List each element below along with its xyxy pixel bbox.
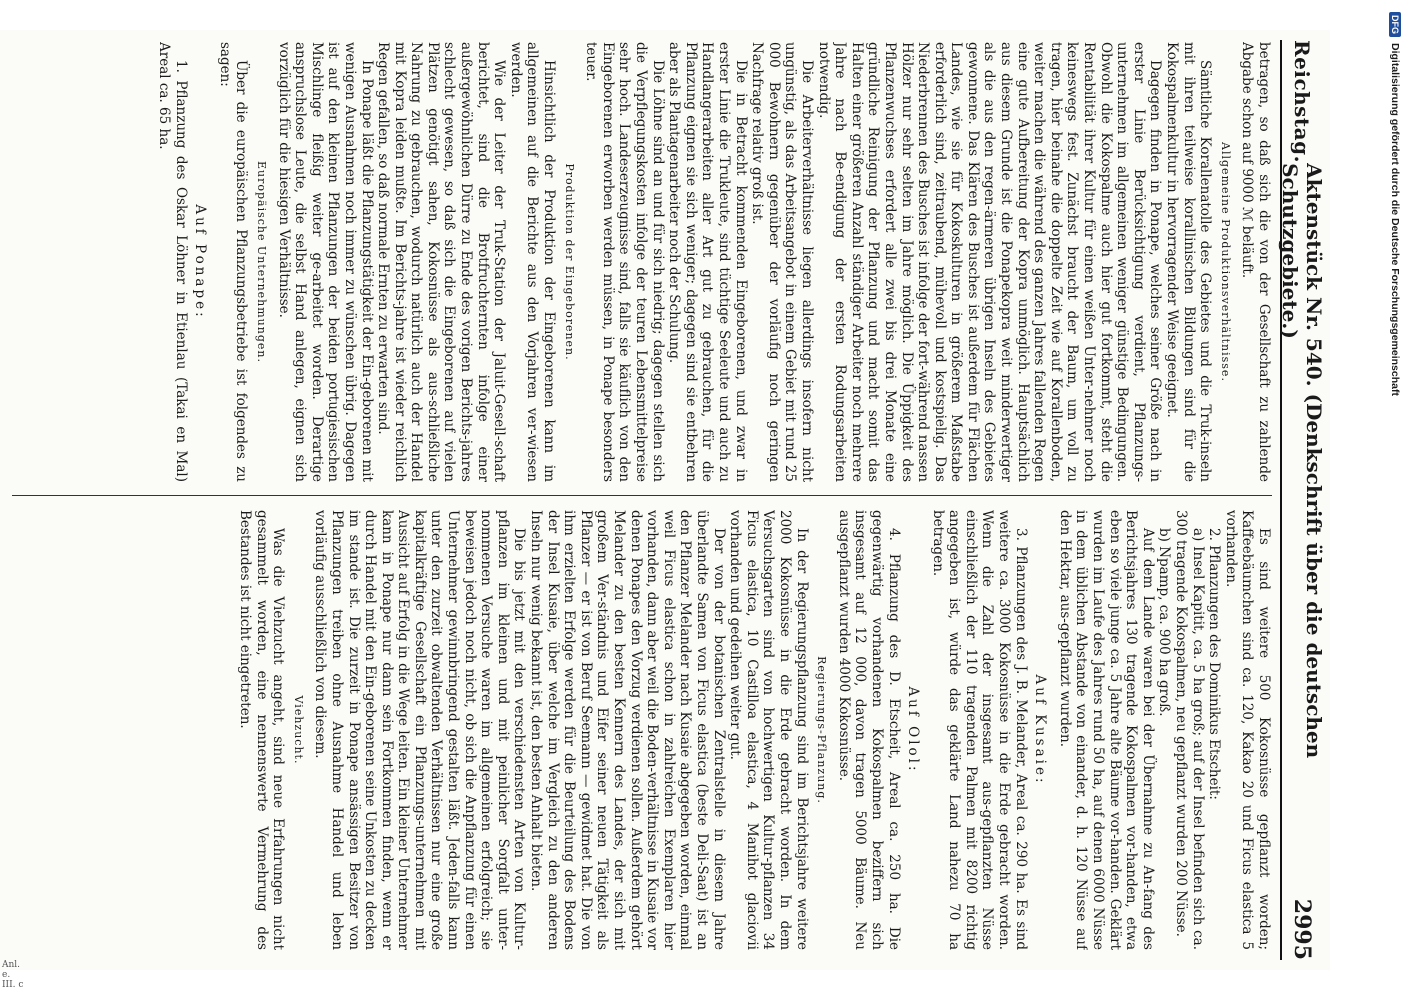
paragraph: Dagegen finden in Ponape, welches seiner Größe nach in erster Linie Berücksichtigung verdient, Pflanzungs-unternehmen im allgemeinen weniger günstige Bedingungen. Obwohl die Kokospalme auch hier gut fortkommt, steht die Rentabilität ihrer Kultur für einen weißen Unter-nehmer noch keineswegs fest. Zunächst braucht der Baum, um voll zu tragen, hier beinahe die doppelte Zeit wie auf Korallenboden, weiter machen die während des ganzen Jahres fallenden Regen eine gute Aufbereitung der Kopra unmöglich. Hauptsächlich aus diesem Grunde ist die Ponapekopra weit minderwertiger als die aus den regen-ärmeren übrigen Inseln des Gebietes gewonnene. Das Klären des Busches ist außerdem für Flächen Landes, wie sie für Kokoskulturen in größerem Maßstabe erforderlich sind, zeitraubend, mühevoll und kostspielig. Das Niederbrennen des Busches ist infolge der fort-während nassen Hölzer nur sehr selten im Jahre möglich. Die Üppigkeit des Pflanzenwuchses erfordert alle zwei bis drei Monate eine gründliche Reinigung der Pflanzung und macht somit das Halten einer größeren Anzahl ständiger Arbeiter noch mehrere Jahre nach Be-endigung der ersten Rodungsarbeiten notwendig.	[815, 42, 1164, 482]
subsection-heading: Auf Kusaie:	[1032, 674, 1049, 786]
credit-text: Digitalisierung gefördert durch die Deutsche Forschungsgemeinschaft	[1389, 43, 1401, 396]
header-title: Aktenstück Nr. 540. (Denkschrift über die deutschen Schutzgebiete.)	[1278, 163, 1326, 759]
paragraph: Wie der Leiter der Truk-Station der Jaluit-Gesell-schaft berichtet, sind die Brotfruchternten infolge einer außergewöhnlichen Dürre zu Ende des vorigen Berichts-jahres schlecht gewesen, so daß sich die Eingeborenen auf vielen Plätzen genötigt sahen, Kokosnüsse als aus-schließliche Nahrung zu gebrauchen, wodurch natürlich auch der Handel mit Kopra leiden mußte. Im Berichts-jahre ist wieder reichlich Regen gefallen, so daß normale Ernten zu erwarten sind.	[375, 42, 508, 482]
margin-note: Anl. e. III. c	[2, 960, 24, 990]
section-heading: Viehzucht.	[291, 695, 305, 765]
digitization-credit	[1385, 12, 1405, 988]
section-heading: Allgemeine Produktionsverhältnisse.	[1218, 142, 1232, 382]
paragraph: Was die Viehzucht angeht, sind neue Erfahrungen nicht gesammelt worden, eine nennenswerte Vermehrung des Bestandes ist nicht eingetreten.	[236, 510, 287, 950]
paragraph: Die Löhne sind an und für sich niedrig; dagegen stellen sich die Verpflegungskosten infolge der teuren Lebensmittelpreise sehr hoch. Landeserzeugnisse sind, falls sie käuflich von den Eingeborenen erworben werden müssen, in Ponape besonders teuer.	[583, 42, 666, 482]
subsection-heading: Auf Olol:	[905, 686, 922, 774]
paragraph: Es sind weitere 500 Kokosnüsse gepflanzt worden; Kaffeebäumchen sind ca. 120, Kakao 20 und Ficus elastica 5 vorhanden.	[1222, 510, 1272, 950]
right-column	[12, 510, 1272, 950]
section-heading: Europäische Unternehmungen.	[254, 161, 268, 363]
paragraph: b) Npamp, ca. 900 ha groß.	[1156, 528, 1173, 717]
paragraph: Sämtliche Korallenatolle des Gebietes und die Truk-inseln mit ihren teilweise korallinischen Bildungen sind für die Kokospalmenkultur in hervorragender Weise geeignet.	[1164, 42, 1214, 482]
paragraph: Die Arbeiterverhältnisse liegen allerdings insofern nicht ungünstig, als das Arbeitsangebot in einem Gebiet mit rund 25 000 Bewohnern gegenüber der vorläufig noch geringen Nachfrage relativ groß ist.	[749, 42, 815, 482]
paragraph: In der Regierungspflanzung sind im Berichtsjahre weitere 2000 Kokosnüsse in die Erde gebracht worden. In dem Versuchsgarten sind von hochwertigen Kultur-pflanzen 34 Ficus elastica, 10 Castilloa elastica, 4 Manihot glaciovii vorhanden und gedeihen weiter gut.	[727, 510, 810, 950]
paragraph: 2. Pflanzungen des Dominikus Etscheit:	[1206, 528, 1223, 800]
paragraph: Die bis jetzt mit den verschiedensten Arten von Kultur-pflanzen im kleinen und mit peinlicher Sorgfalt unter-nommenen Versuche waren im allgemeinen erfolgreich; sie beweisen jedoch noch nicht, ob sich die Anpflanzung für einen Unternehmer gewinnbringend gestalten läßt. Jeden-falls kann unter den zurzeit obwaltenden Verhältnissen nur eine große kapitalkräftige Gesellschaft ein Pflanzungs-unternehmen mit Aussicht auf Erfolg in die Wege leiten. Ein kleiner Unternehmer kann in Ponape nur dann sein Fortkommen finden, wenn er durch Handel mit den Ein-geborenen seine Unkosten zu decken im stande ist. Die zurzeit in Ponape ansässigen Besitzer von Pflanzungen treiben ohne Ausnahme Handel und leben vorläufig ausschließlich von diesem.	[312, 510, 528, 950]
column-divider	[12, 495, 1272, 496]
header-reichstag: Reichstag.	[1290, 40, 1314, 164]
paragraph: 4. Pflanzung des D. Etscheit, Areal ca. 250 ha. Die gegenwärtig vorhandenen Kokospalmen beziffern sich insgesamt auf 12 000, davon tragen 5000 Bäume. Neu ausgepflanzt wurden 4000 Kokosnüsse.	[835, 510, 902, 950]
paragraph: betragen, so daß sich die von der Gesellschaft zu zahlende Abgabe schon auf 9000 ℳ beläuft.	[1239, 42, 1272, 482]
paragraph: a) Insel Kapitit, ca. 5 ha groß; auf der Insel befinden sich ca. 300 tragende Kokospalmen, neu gepflanzt wurden 200 Nüsse.	[1173, 510, 1206, 950]
paragraph: In Ponape läßt die Pflanzungstätigkeit der Ein-geborenen mit wenigen Ausnahmen noch immer zu wünschen übrig. Dagegen ist auf den kleinen Pflanzungen der beiden portugiesischen Mischlinge fleißig weiter ge-arbeitet worden. Derartige anspruchslose Leute, die selbst Hand anlegen, eignen sich vorzüglich für die hiesigen Verhältnisse.	[275, 42, 375, 482]
paragraph: Die in Betracht kommenden Eingeborenen, und zwar in erster Linie die Trukleute, sind tüchtige Seeleute und auch zu Handlangerarbeiten aller Art gut zu gebrauchen, für die Pflanzung eignen sie sich weniger; dagegen sind sie entbehren aber als Plantagenarbeiter noch der Schulung.	[666, 42, 749, 482]
paragraph: 3. Pflanzungen des J. B. Melander, Areal ca. 290 ha. Es sind weitere ca. 3000 Kokosnüsse in die Erde gebracht worden. Wenn die Zahl der insgesamt aus-gepflanzten Nüsse einschließlich der 110 tragenden Palmen mit 8200 richtig angegeben ist, würde das geklärte Land nahezu 70 ha betragen.	[929, 510, 1029, 950]
paragraph: Hinsichtlich der Produktion der Eingeborenen kann im allgemeinen auf die Berichte aus den Vorjahren ver-wiesen werden.	[507, 42, 558, 482]
page-number: 2995	[1289, 898, 1315, 960]
paragraph: 1. Pflanzung des Oskar Löhner in Etienlau (Takai en Mal) Areal ca. 65 ha.	[156, 42, 189, 482]
section-heading: Produktion der Eingeborenen.	[562, 163, 576, 361]
paragraph: Der von der botanischen Zentralstelle in diesem Jahre überlandte Samen von Ficus elastica (beste Deli-Saat) ist an den Pflanzer Melander nach Kusaie abgegeben worden, einmal weil Ficus elastica schon in zahlreichen Exemplaren hier vorhanden, dann aber weil die Boden-verhältnisse in Kusaie vor denen Ponapes den Vorzug verdienen sollen. Außerdem gehört Melander zu den besten Kennern des Landes, der sich mit großem Ver-ständnis und Eifer seiner neuen Tätigkeit als Pflanzer — er ist von Beruf Seemann — gewidmet hat. Die von ihm erzielten Erfolge werden für die Beurteilung des Bodens der Insel Kusaie, über welche im Vergleich zu den anderen Inseln nur wenig bekannt ist, den besten Anhalt bieten.	[528, 510, 727, 950]
section-heading: Regierungs-Pflanzung.	[815, 656, 829, 804]
subsection-heading: Auf Ponape:	[192, 204, 209, 320]
paragraph: Auf dem Lande waren bei der Übernahme zu An-fang des Berichtsjahres 130 tragende Kokospalmen vor-handen, etwa eben so viele junge ca. 5 Jahre alte Bäume vor-handen. Geklärt wurden im Laufe des Jahres rund 50 ha, auf denen 6000 Nüsse in dem üblichen Abstande von einander, d. h. 120 Nüsse auf den Hektar, aus-gepflanzt wurden.	[1056, 510, 1156, 950]
left-column	[12, 42, 1272, 482]
rotated-document-page	[0, 30, 1330, 970]
dfg-logo: DFG	[1389, 12, 1401, 37]
paragraph: Über die europäischen Pflanzungsbetriebe ist folgendes zu sagen:	[216, 42, 250, 482]
page-header	[1278, 40, 1326, 960]
